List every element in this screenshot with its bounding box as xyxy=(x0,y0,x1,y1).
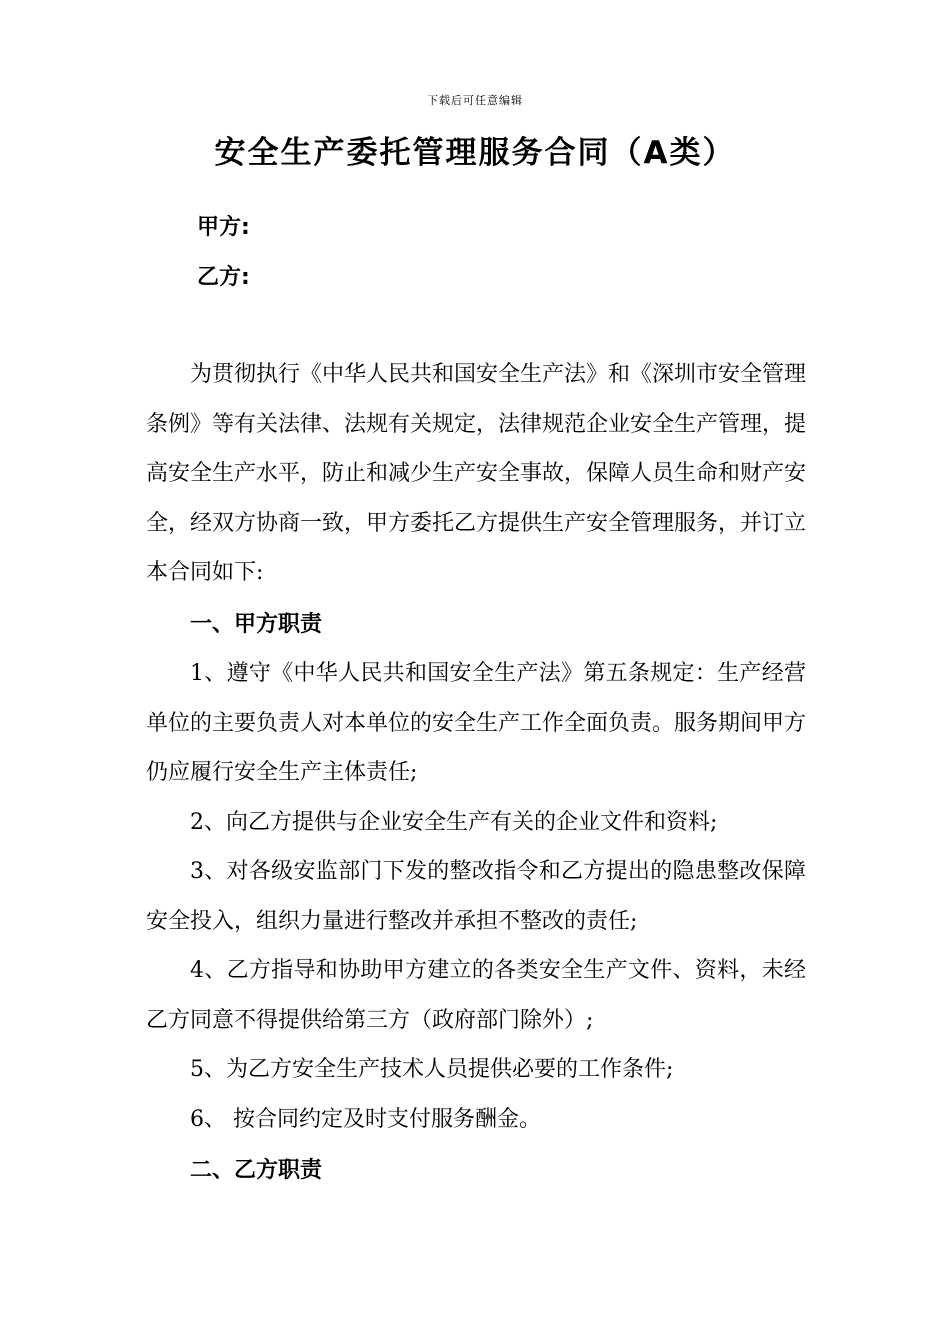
contract-body xyxy=(146,350,806,1196)
clause-item: 1、遵守《中华人民共和国安全生产法》第五条规定：生产经营单位的主要负责人对本单位的安全生产工作全面负责。服务期间甲方仍应履行安全生产主体责任; xyxy=(146,661,807,785)
clause-item: 6、 按合同约定及时支付服务酬金。 xyxy=(190,1106,541,1132)
document-title: 安全生产委托管理服务合同（A类） xyxy=(214,135,736,171)
header-note: 下载后可任意编辑 xyxy=(427,94,523,107)
section-heading-party-b-duties: 二、乙方职责 xyxy=(190,1158,323,1183)
clause-item: 5、为乙方安全生产技术人员提供必要的工作条件; xyxy=(190,1057,674,1082)
party-b-label: 乙方: xyxy=(197,265,250,290)
clause-item: 4、乙方指导和协助甲方建立的各类安全生产文件、资料，未经乙方同意不得提供给第三方（政府部门除外）; xyxy=(146,958,806,1033)
clause-item: 3、对各级安监部门下发的整改指令和乙方提出的隐患整改保障安全投入，组织力量进行整改并承担不整改的责任; xyxy=(146,859,806,934)
clause-item: 2、向乙方提供与企业安全生产有关的企业文件和资料; xyxy=(190,809,718,835)
party-a-label: 甲方: xyxy=(197,215,250,240)
section-heading-party-a-duties: 一、甲方职责 xyxy=(190,611,323,637)
intro-paragraph: 为贯彻执行《中华人民共和国安全生产法》和《深圳市安全管理条例》等有关法律、法规有关规定，法律规范企业安全生产管理，提高安全生产水平，防止和减少生产安全事故，保障人员生命和财产安全，经双方协商一致，甲方委托乙方提供生产安全管理服务，并订立本合同如下: xyxy=(146,362,807,585)
